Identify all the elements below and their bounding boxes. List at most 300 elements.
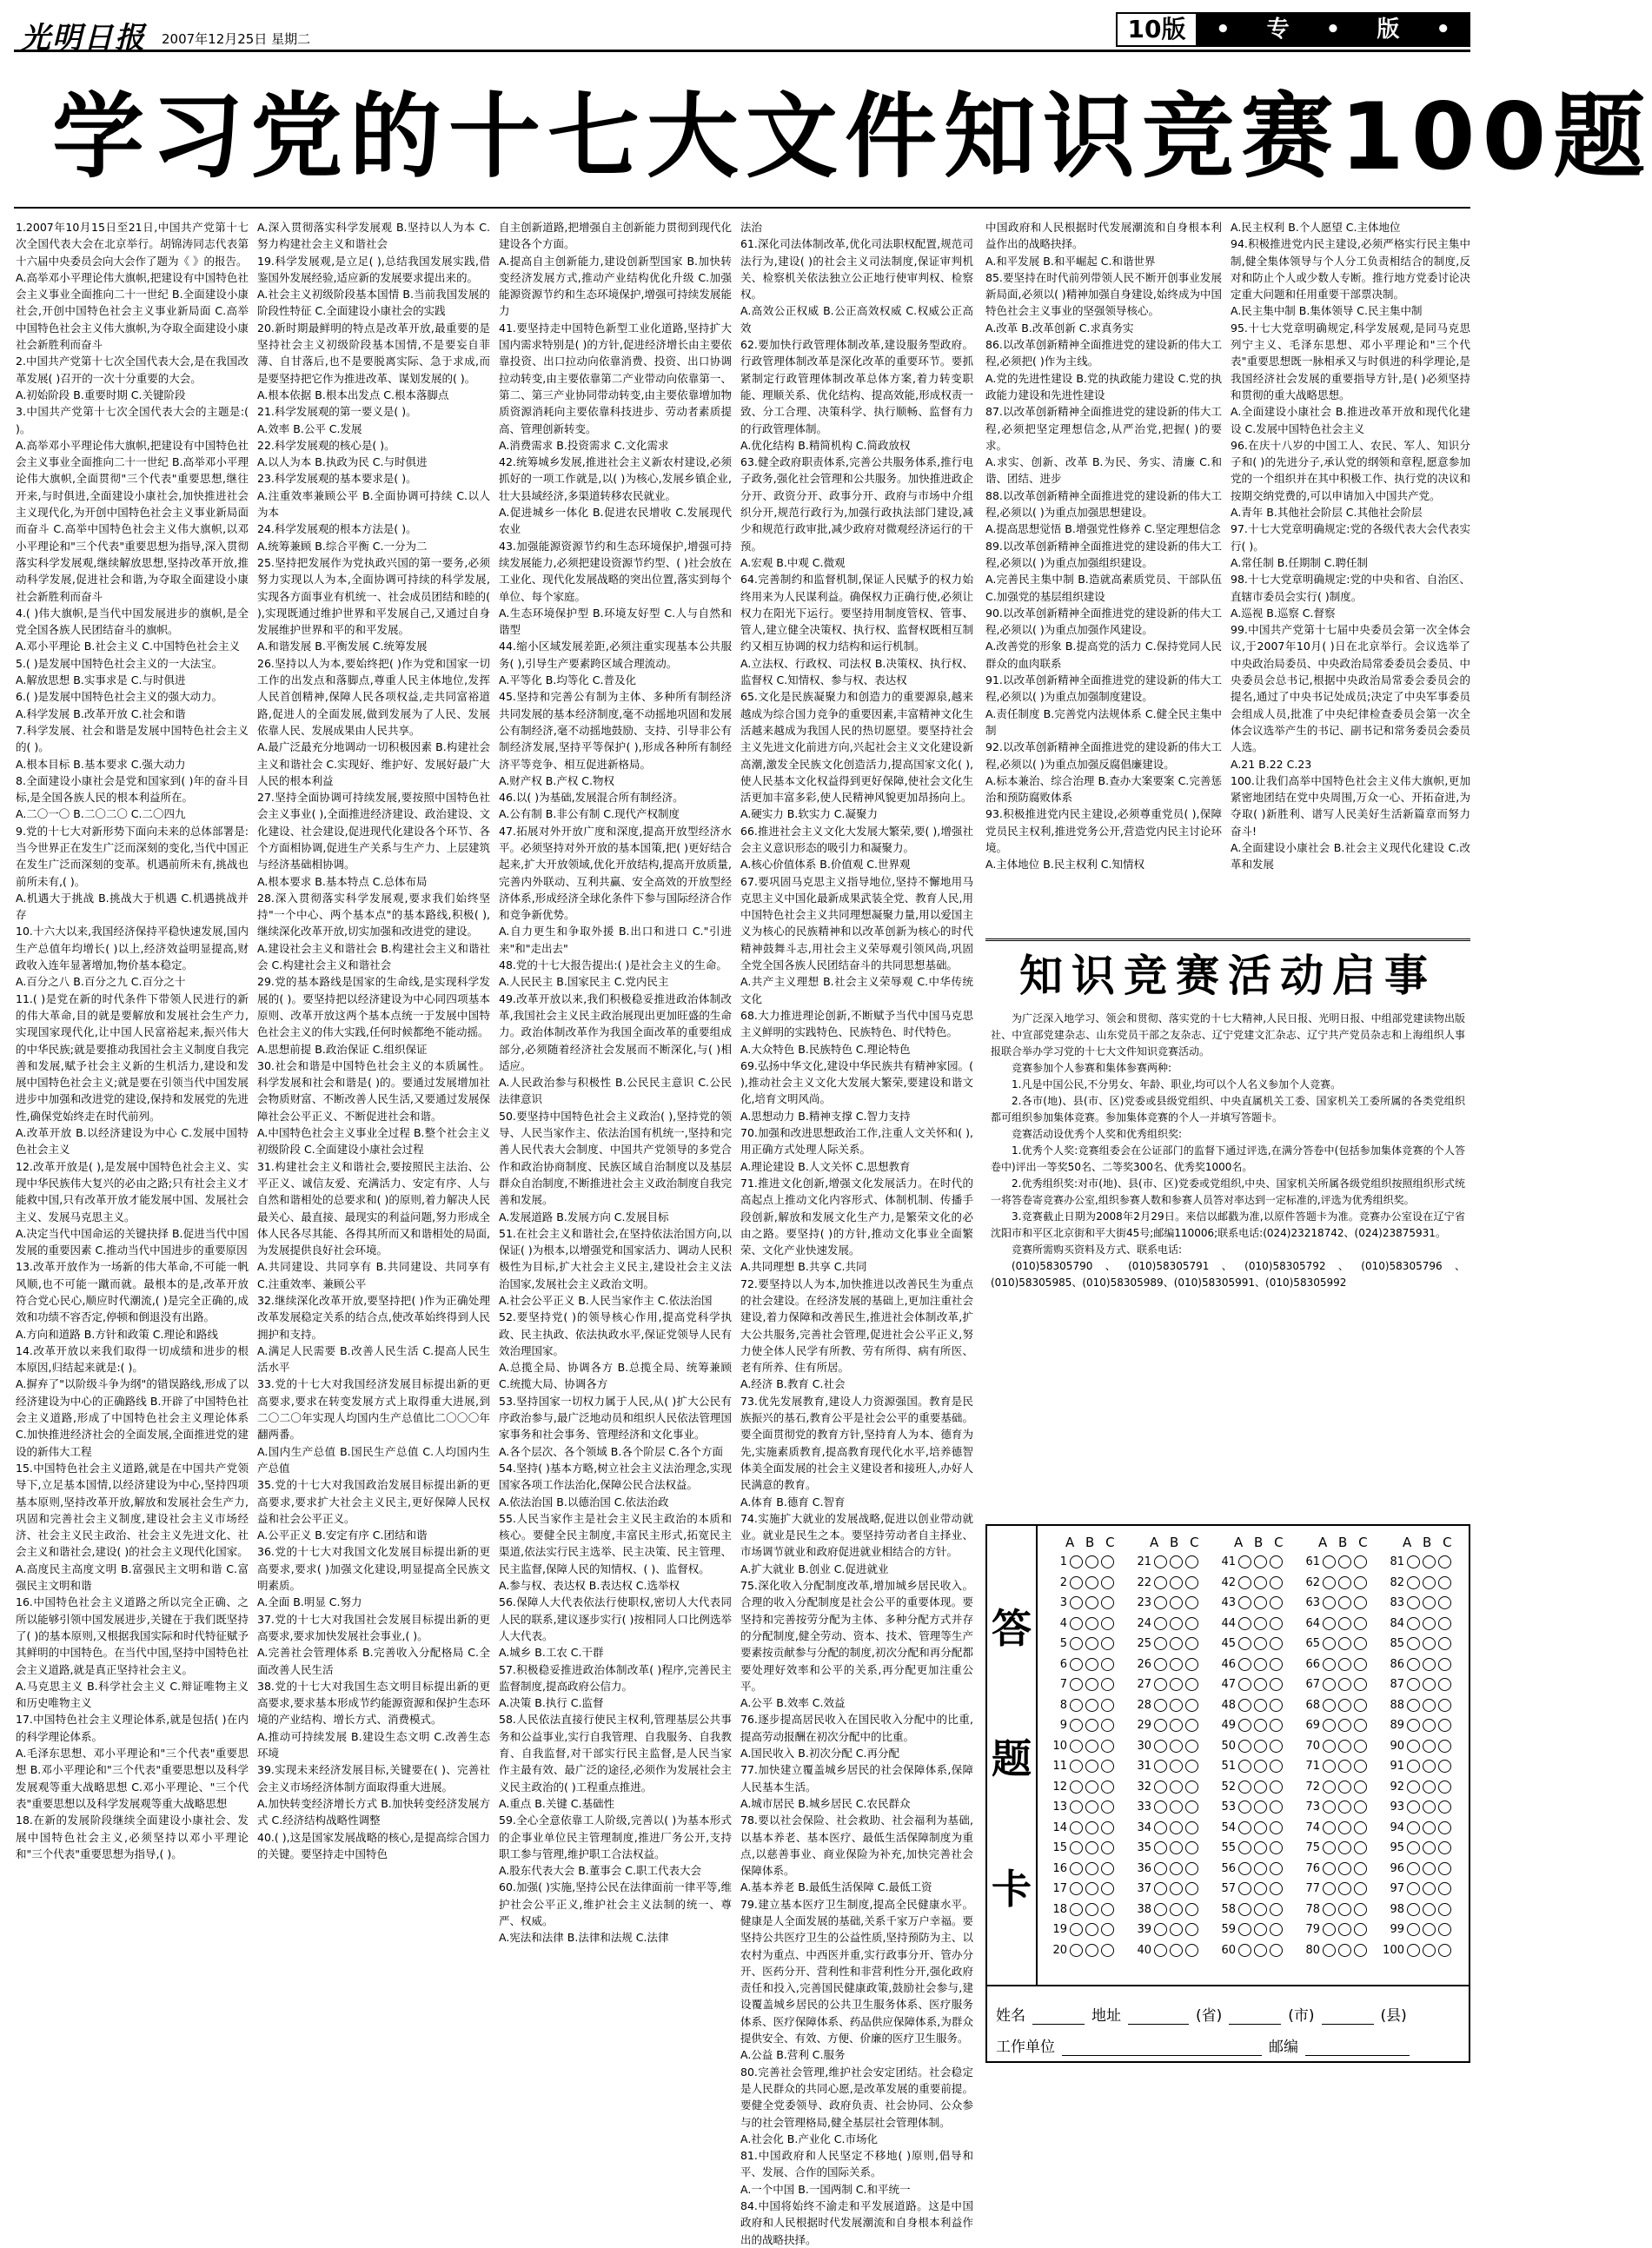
answer-bubble[interactable] <box>1185 1780 1198 1794</box>
answer-bubble[interactable] <box>1407 1944 1420 1957</box>
answer-bubble[interactable] <box>1338 1882 1351 1895</box>
answer-bubble[interactable] <box>1338 1923 1351 1936</box>
answer-bubble[interactable] <box>1254 1699 1267 1712</box>
answer-bubble[interactable] <box>1170 1555 1183 1568</box>
answer-bubble[interactable] <box>1338 1637 1351 1650</box>
answer-bubble[interactable] <box>1101 1596 1114 1609</box>
answer-bubble[interactable] <box>1338 1555 1351 1568</box>
answer-bubble[interactable] <box>1438 1923 1451 1936</box>
answer-bubble[interactable] <box>1170 1903 1183 1916</box>
answer-bubble[interactable] <box>1323 1719 1336 1732</box>
answer-bubble[interactable] <box>1254 1780 1267 1794</box>
answer-bubble[interactable] <box>1238 1841 1251 1854</box>
answer-bubble[interactable] <box>1101 1923 1114 1936</box>
answer-bubble[interactable] <box>1423 1821 1436 1834</box>
answer-bubble[interactable] <box>1085 1678 1098 1691</box>
answer-bubble[interactable] <box>1238 1719 1251 1732</box>
answer-bubble[interactable] <box>1270 1576 1283 1589</box>
answer-bubble[interactable] <box>1423 1862 1436 1875</box>
province-field[interactable] <box>1128 2024 1189 2025</box>
answer-bubble[interactable] <box>1170 1637 1183 1650</box>
answer-bubble[interactable] <box>1101 1800 1114 1814</box>
answer-bubble[interactable] <box>1085 1637 1098 1650</box>
answer-bubble[interactable] <box>1238 1576 1251 1589</box>
answer-bubble[interactable] <box>1323 1617 1336 1630</box>
answer-bubble[interactable] <box>1423 1780 1436 1794</box>
answer-bubble[interactable] <box>1407 1555 1420 1568</box>
answer-bubble[interactable] <box>1338 1699 1351 1712</box>
answer-bubble[interactable] <box>1170 1862 1183 1875</box>
answer-bubble[interactable] <box>1185 1740 1198 1753</box>
answer-bubble[interactable] <box>1185 1944 1198 1957</box>
answer-bubble[interactable] <box>1154 1944 1167 1957</box>
answer-bubble[interactable] <box>1154 1862 1167 1875</box>
answer-bubble[interactable] <box>1154 1841 1167 1854</box>
answer-bubble[interactable] <box>1338 1944 1351 1957</box>
answer-bubble[interactable] <box>1154 1555 1167 1568</box>
answer-bubble[interactable] <box>1438 1555 1451 1568</box>
answer-bubble[interactable] <box>1101 1719 1114 1732</box>
answer-bubble[interactable] <box>1438 1821 1451 1834</box>
answer-bubble[interactable] <box>1070 1555 1083 1568</box>
answer-bubble[interactable] <box>1170 1617 1183 1630</box>
answer-bubble[interactable] <box>1238 1800 1251 1814</box>
answer-bubble[interactable] <box>1101 1699 1114 1712</box>
answer-bubble[interactable] <box>1070 1719 1083 1732</box>
answer-bubble[interactable] <box>1254 1882 1267 1895</box>
answer-bubble[interactable] <box>1185 1903 1198 1916</box>
answer-bubble[interactable] <box>1085 1821 1098 1834</box>
answer-bubble[interactable] <box>1101 1903 1114 1916</box>
answer-bubble[interactable] <box>1238 1740 1251 1753</box>
answer-bubble[interactable] <box>1185 1862 1198 1875</box>
answer-bubble[interactable] <box>1085 1862 1098 1875</box>
answer-bubble[interactable] <box>1270 1637 1283 1650</box>
answer-bubble[interactable] <box>1154 1576 1167 1589</box>
answer-bubble[interactable] <box>1323 1596 1336 1609</box>
answer-bubble[interactable] <box>1170 1719 1183 1732</box>
answer-bubble[interactable] <box>1438 1617 1451 1630</box>
answer-bubble[interactable] <box>1085 1719 1098 1732</box>
answer-bubble[interactable] <box>1354 1800 1367 1814</box>
answer-bubble[interactable] <box>1270 1760 1283 1773</box>
answer-bubble[interactable] <box>1423 1923 1436 1936</box>
answer-bubble[interactable] <box>1170 1678 1183 1691</box>
answer-bubble[interactable] <box>1423 1760 1436 1773</box>
answer-bubble[interactable] <box>1070 1944 1083 1957</box>
answer-bubble[interactable] <box>1438 1800 1451 1814</box>
answer-bubble[interactable] <box>1323 1637 1336 1650</box>
answer-bubble[interactable] <box>1254 1800 1267 1814</box>
answer-bubble[interactable] <box>1154 1903 1167 1916</box>
answer-bubble[interactable] <box>1354 1617 1367 1630</box>
answer-bubble[interactable] <box>1354 1821 1367 1834</box>
answer-bubble[interactable] <box>1254 1903 1267 1916</box>
answer-bubble[interactable] <box>1238 1658 1251 1671</box>
answer-bubble[interactable] <box>1270 1862 1283 1875</box>
answer-bubble[interactable] <box>1407 1596 1420 1609</box>
answer-bubble[interactable] <box>1254 1760 1267 1773</box>
answer-bubble[interactable] <box>1338 1596 1351 1609</box>
answer-bubble[interactable] <box>1170 1740 1183 1753</box>
answer-bubble[interactable] <box>1323 1780 1336 1794</box>
answer-bubble[interactable] <box>1438 1576 1451 1589</box>
answer-bubble[interactable] <box>1154 1740 1167 1753</box>
answer-bubble[interactable] <box>1170 1944 1183 1957</box>
answer-bubble[interactable] <box>1323 1944 1336 1957</box>
answer-bubble[interactable] <box>1338 1780 1351 1794</box>
answer-bubble[interactable] <box>1438 1760 1451 1773</box>
answer-bubble[interactable] <box>1438 1658 1451 1671</box>
answer-bubble[interactable] <box>1423 1719 1436 1732</box>
answer-bubble[interactable] <box>1270 1678 1283 1691</box>
answer-bubble[interactable] <box>1323 1699 1336 1712</box>
answer-bubble[interactable] <box>1185 1923 1198 1936</box>
answer-bubble[interactable] <box>1085 1800 1098 1814</box>
answer-bubble[interactable] <box>1338 1658 1351 1671</box>
answer-bubble[interactable] <box>1170 1923 1183 1936</box>
name-field[interactable] <box>1032 2024 1085 2025</box>
answer-bubble[interactable] <box>1254 1923 1267 1936</box>
answer-bubble[interactable] <box>1438 1678 1451 1691</box>
answer-bubble[interactable] <box>1423 1678 1436 1691</box>
answer-bubble[interactable] <box>1354 1555 1367 1568</box>
answer-bubble[interactable] <box>1270 1903 1283 1916</box>
answer-bubble[interactable] <box>1407 1678 1420 1691</box>
answer-bubble[interactable] <box>1338 1576 1351 1589</box>
answer-bubble[interactable] <box>1423 1596 1436 1609</box>
answer-bubble[interactable] <box>1354 1780 1367 1794</box>
answer-bubble[interactable] <box>1185 1576 1198 1589</box>
answer-bubble[interactable] <box>1407 1658 1420 1671</box>
answer-bubble[interactable] <box>1438 1596 1451 1609</box>
answer-bubble[interactable] <box>1354 1882 1367 1895</box>
answer-bubble[interactable] <box>1170 1760 1183 1773</box>
answer-bubble[interactable] <box>1354 1699 1367 1712</box>
answer-bubble[interactable] <box>1101 1882 1114 1895</box>
answer-bubble[interactable] <box>1070 1780 1083 1794</box>
answer-bubble[interactable] <box>1354 1862 1367 1875</box>
answer-bubble[interactable] <box>1438 1862 1451 1875</box>
answer-bubble[interactable] <box>1323 1882 1336 1895</box>
answer-bubble[interactable] <box>1085 1944 1098 1957</box>
answer-bubble[interactable] <box>1323 1821 1336 1834</box>
answer-bubble[interactable] <box>1170 1882 1183 1895</box>
answer-bubble[interactable] <box>1270 1699 1283 1712</box>
answer-bubble[interactable] <box>1238 1923 1251 1936</box>
answer-bubble[interactable] <box>1154 1800 1167 1814</box>
answer-bubble[interactable] <box>1070 1658 1083 1671</box>
answer-bubble[interactable] <box>1154 1882 1167 1895</box>
answer-bubble[interactable] <box>1185 1719 1198 1732</box>
answer-bubble[interactable] <box>1407 1903 1420 1916</box>
answer-bubble[interactable] <box>1354 1678 1367 1691</box>
answer-bubble[interactable] <box>1101 1576 1114 1589</box>
answer-bubble[interactable] <box>1323 1862 1336 1875</box>
answer-bubble[interactable] <box>1323 1576 1336 1589</box>
county-field[interactable] <box>1322 2024 1374 2025</box>
answer-bubble[interactable] <box>1185 1678 1198 1691</box>
answer-bubble[interactable] <box>1438 1903 1451 1916</box>
answer-bubble[interactable] <box>1070 1821 1083 1834</box>
answer-bubble[interactable] <box>1070 1841 1083 1854</box>
answer-bubble[interactable] <box>1407 1841 1420 1854</box>
answer-bubble[interactable] <box>1101 1658 1114 1671</box>
answer-bubble[interactable] <box>1354 1596 1367 1609</box>
answer-bubble[interactable] <box>1070 1800 1083 1814</box>
answer-bubble[interactable] <box>1270 1944 1283 1957</box>
answer-bubble[interactable] <box>1085 1617 1098 1630</box>
answer-bubble[interactable] <box>1238 1780 1251 1794</box>
answer-bubble[interactable] <box>1407 1800 1420 1814</box>
answer-bubble[interactable] <box>1270 1780 1283 1794</box>
answer-bubble[interactable] <box>1070 1637 1083 1650</box>
answer-bubble[interactable] <box>1438 1944 1451 1957</box>
answer-bubble[interactable] <box>1254 1740 1267 1753</box>
answer-bubble[interactable] <box>1085 1923 1098 1936</box>
answer-bubble[interactable] <box>1238 1617 1251 1630</box>
answer-bubble[interactable] <box>1423 1740 1436 1753</box>
answer-bubble[interactable] <box>1423 1555 1436 1568</box>
answer-bubble[interactable] <box>1170 1576 1183 1589</box>
answer-bubble[interactable] <box>1407 1617 1420 1630</box>
answer-bubble[interactable] <box>1170 1841 1183 1854</box>
answer-bubble[interactable] <box>1070 1923 1083 1936</box>
answer-bubble[interactable] <box>1085 1576 1098 1589</box>
answer-bubble[interactable] <box>1423 1841 1436 1854</box>
answer-bubble[interactable] <box>1070 1617 1083 1630</box>
answer-bubble[interactable] <box>1154 1617 1167 1630</box>
answer-bubble[interactable] <box>1238 1760 1251 1773</box>
answer-bubble[interactable] <box>1154 1821 1167 1834</box>
answer-bubble[interactable] <box>1154 1678 1167 1691</box>
answer-bubble[interactable] <box>1185 1637 1198 1650</box>
answer-bubble[interactable] <box>1354 1719 1367 1732</box>
answer-bubble[interactable] <box>1407 1923 1420 1936</box>
answer-bubble[interactable] <box>1185 1760 1198 1773</box>
answer-bubble[interactable] <box>1238 1821 1251 1834</box>
answer-bubble[interactable] <box>1323 1841 1336 1854</box>
answer-bubble[interactable] <box>1423 1637 1436 1650</box>
answer-bubble[interactable] <box>1101 1637 1114 1650</box>
answer-bubble[interactable] <box>1070 1678 1083 1691</box>
answer-bubble[interactable] <box>1407 1821 1420 1834</box>
answer-bubble[interactable] <box>1323 1760 1336 1773</box>
answer-bubble[interactable] <box>1270 1740 1283 1753</box>
work-unit-field[interactable] <box>1062 2055 1262 2056</box>
answer-bubble[interactable] <box>1423 1800 1436 1814</box>
answer-bubble[interactable] <box>1323 1678 1336 1691</box>
answer-bubble[interactable] <box>1423 1944 1436 1957</box>
answer-bubble[interactable] <box>1423 1617 1436 1630</box>
answer-bubble[interactable] <box>1101 1760 1114 1773</box>
answer-bubble[interactable] <box>1407 1637 1420 1650</box>
answer-bubble[interactable] <box>1270 1555 1283 1568</box>
answer-bubble[interactable] <box>1185 1821 1198 1834</box>
postcode-field[interactable] <box>1305 2055 1410 2056</box>
answer-bubble[interactable] <box>1085 1740 1098 1753</box>
answer-bubble[interactable] <box>1238 1637 1251 1650</box>
answer-bubble[interactable] <box>1070 1903 1083 1916</box>
answer-bubble[interactable] <box>1185 1699 1198 1712</box>
answer-bubble[interactable] <box>1270 1841 1283 1854</box>
answer-bubble[interactable] <box>1423 1658 1436 1671</box>
answer-bubble[interactable] <box>1085 1903 1098 1916</box>
answer-bubble[interactable] <box>1238 1699 1251 1712</box>
answer-bubble[interactable] <box>1338 1617 1351 1630</box>
answer-bubble[interactable] <box>1438 1882 1451 1895</box>
answer-bubble[interactable] <box>1270 1882 1283 1895</box>
answer-bubble[interactable] <box>1407 1780 1420 1794</box>
answer-bubble[interactable] <box>1070 1596 1083 1609</box>
answer-bubble[interactable] <box>1438 1780 1451 1794</box>
answer-bubble[interactable] <box>1154 1596 1167 1609</box>
answer-bubble[interactable] <box>1254 1596 1267 1609</box>
answer-bubble[interactable] <box>1270 1800 1283 1814</box>
answer-bubble[interactable] <box>1254 1658 1267 1671</box>
answer-bubble[interactable] <box>1254 1617 1267 1630</box>
answer-bubble[interactable] <box>1170 1821 1183 1834</box>
answer-bubble[interactable] <box>1238 1555 1251 1568</box>
answer-bubble[interactable] <box>1101 1780 1114 1794</box>
answer-bubble[interactable] <box>1154 1923 1167 1936</box>
answer-bubble[interactable] <box>1338 1800 1351 1814</box>
answer-bubble[interactable] <box>1323 1740 1336 1753</box>
answer-bubble[interactable] <box>1101 1740 1114 1753</box>
answer-bubble[interactable] <box>1238 1903 1251 1916</box>
answer-bubble[interactable] <box>1254 1841 1267 1854</box>
answer-bubble[interactable] <box>1323 1903 1336 1916</box>
answer-bubble[interactable] <box>1170 1800 1183 1814</box>
answer-bubble[interactable] <box>1270 1596 1283 1609</box>
answer-bubble[interactable] <box>1254 1576 1267 1589</box>
answer-bubble[interactable] <box>1085 1882 1098 1895</box>
answer-bubble[interactable] <box>1154 1780 1167 1794</box>
answer-bubble[interactable] <box>1101 1617 1114 1630</box>
answer-bubble[interactable] <box>1085 1555 1098 1568</box>
answer-bubble[interactable] <box>1070 1862 1083 1875</box>
answer-bubble[interactable] <box>1070 1882 1083 1895</box>
answer-bubble[interactable] <box>1407 1699 1420 1712</box>
answer-bubble[interactable] <box>1154 1637 1167 1650</box>
answer-bubble[interactable] <box>1270 1923 1283 1936</box>
answer-bubble[interactable] <box>1170 1699 1183 1712</box>
answer-bubble[interactable] <box>1170 1596 1183 1609</box>
answer-bubble[interactable] <box>1338 1841 1351 1854</box>
answer-bubble[interactable] <box>1354 1760 1367 1773</box>
answer-bubble[interactable] <box>1185 1658 1198 1671</box>
answer-bubble[interactable] <box>1338 1678 1351 1691</box>
answer-bubble[interactable] <box>1270 1658 1283 1671</box>
answer-bubble[interactable] <box>1254 1944 1267 1957</box>
answer-bubble[interactable] <box>1438 1637 1451 1650</box>
answer-bubble[interactable] <box>1354 1658 1367 1671</box>
answer-bubble[interactable] <box>1254 1862 1267 1875</box>
answer-bubble[interactable] <box>1085 1841 1098 1854</box>
answer-bubble[interactable] <box>1407 1882 1420 1895</box>
answer-bubble[interactable] <box>1154 1658 1167 1671</box>
answer-bubble[interactable] <box>1438 1719 1451 1732</box>
answer-bubble[interactable] <box>1101 1862 1114 1875</box>
answer-bubble[interactable] <box>1085 1596 1098 1609</box>
answer-bubble[interactable] <box>1185 1596 1198 1609</box>
answer-bubble[interactable] <box>1407 1862 1420 1875</box>
answer-bubble[interactable] <box>1407 1719 1420 1732</box>
answer-bubble[interactable] <box>1354 1740 1367 1753</box>
city-field[interactable] <box>1229 2024 1281 2025</box>
answer-bubble[interactable] <box>1154 1699 1167 1712</box>
answer-bubble[interactable] <box>1338 1760 1351 1773</box>
answer-bubble[interactable] <box>1354 1841 1367 1854</box>
answer-bubble[interactable] <box>1070 1760 1083 1773</box>
answer-bubble[interactable] <box>1238 1596 1251 1609</box>
answer-bubble[interactable] <box>1154 1719 1167 1732</box>
answer-bubble[interactable] <box>1338 1903 1351 1916</box>
answer-bubble[interactable] <box>1423 1882 1436 1895</box>
answer-bubble[interactable] <box>1101 1841 1114 1854</box>
answer-bubble[interactable] <box>1101 1678 1114 1691</box>
answer-bubble[interactable] <box>1170 1780 1183 1794</box>
answer-bubble[interactable] <box>1354 1923 1367 1936</box>
answer-bubble[interactable] <box>1407 1576 1420 1589</box>
answer-bubble[interactable] <box>1407 1760 1420 1773</box>
answer-bubble[interactable] <box>1254 1637 1267 1650</box>
answer-bubble[interactable] <box>1354 1903 1367 1916</box>
answer-bubble[interactable] <box>1438 1841 1451 1854</box>
answer-bubble[interactable] <box>1323 1555 1336 1568</box>
answer-bubble[interactable] <box>1238 1882 1251 1895</box>
answer-bubble[interactable] <box>1185 1800 1198 1814</box>
answer-bubble[interactable] <box>1338 1740 1351 1753</box>
answer-bubble[interactable] <box>1270 1821 1283 1834</box>
answer-bubble[interactable] <box>1407 1740 1420 1753</box>
answer-bubble[interactable] <box>1438 1699 1451 1712</box>
answer-bubble[interactable] <box>1323 1923 1336 1936</box>
answer-bubble[interactable] <box>1070 1699 1083 1712</box>
answer-bubble[interactable] <box>1338 1719 1351 1732</box>
answer-bubble[interactable] <box>1423 1903 1436 1916</box>
answer-bubble[interactable] <box>1238 1862 1251 1875</box>
answer-bubble[interactable] <box>1423 1576 1436 1589</box>
answer-bubble[interactable] <box>1354 1637 1367 1650</box>
answer-bubble[interactable] <box>1070 1576 1083 1589</box>
answer-bubble[interactable] <box>1354 1944 1367 1957</box>
answer-bubble[interactable] <box>1101 1821 1114 1834</box>
answer-bubble[interactable] <box>1238 1678 1251 1691</box>
answer-bubble[interactable] <box>1270 1617 1283 1630</box>
answer-bubble[interactable] <box>1254 1821 1267 1834</box>
answer-bubble[interactable] <box>1354 1576 1367 1589</box>
answer-bubble[interactable] <box>1101 1944 1114 1957</box>
answer-bubble[interactable] <box>1101 1555 1114 1568</box>
answer-bubble[interactable] <box>1254 1555 1267 1568</box>
answer-bubble[interactable] <box>1238 1944 1251 1957</box>
answer-bubble[interactable] <box>1070 1740 1083 1753</box>
answer-bubble[interactable] <box>1254 1719 1267 1732</box>
answer-bubble[interactable] <box>1185 1882 1198 1895</box>
answer-bubble[interactable] <box>1438 1740 1451 1753</box>
answer-bubble[interactable] <box>1185 1617 1198 1630</box>
answer-bubble[interactable] <box>1185 1555 1198 1568</box>
answer-bubble[interactable] <box>1185 1841 1198 1854</box>
answer-bubble[interactable] <box>1254 1678 1267 1691</box>
answer-bubble[interactable] <box>1085 1760 1098 1773</box>
answer-bubble[interactable] <box>1154 1760 1167 1773</box>
answer-bubble[interactable] <box>1270 1719 1283 1732</box>
answer-bubble[interactable] <box>1085 1658 1098 1671</box>
answer-bubble[interactable] <box>1170 1658 1183 1671</box>
answer-bubble[interactable] <box>1338 1862 1351 1875</box>
